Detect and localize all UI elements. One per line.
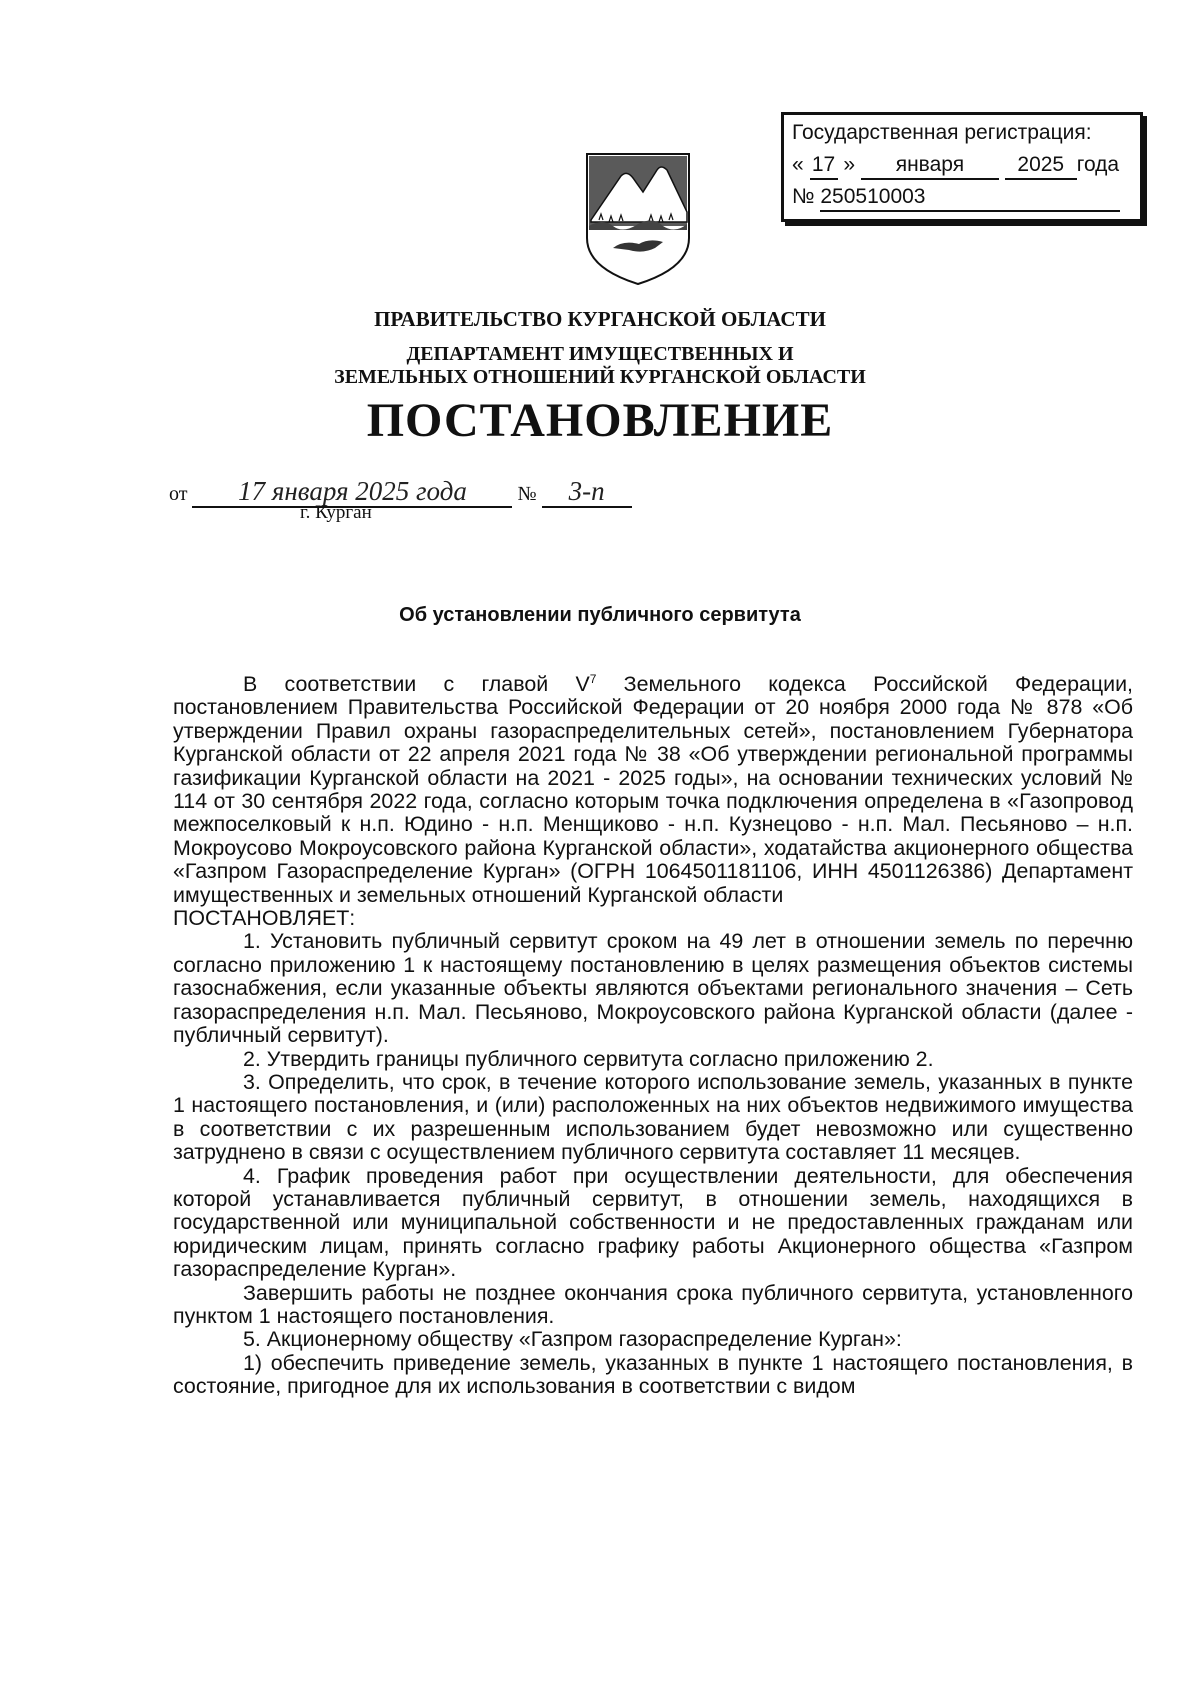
registration-open-quote: «	[792, 153, 804, 176]
date-from-label: от	[169, 483, 188, 505]
department-title-line2: ЗЕМЕЛЬНЫХ ОТНОШЕНИЙ КУРГАНСКОЙ ОБЛАСТИ	[334, 366, 866, 388]
document-type-title: ПОСТАНОВЛЕНИЕ	[366, 394, 834, 447]
registration-day: 17	[810, 152, 838, 180]
handwritten-date: 17 января 2025 года	[192, 476, 512, 508]
paragraph-5: 5. Акционерному обществу «Газпром газораспределение Курган»:	[243, 1327, 902, 1352]
intro-paragraph	[173, 673, 1133, 907]
registration-number-label: №	[792, 185, 815, 208]
coat-of-arms-emblem	[583, 150, 693, 286]
registration-year: 2025	[1005, 152, 1077, 180]
registration-title: Государственная регистрация:	[792, 121, 1092, 144]
registration-stamp	[781, 112, 1143, 222]
document-subject: Об установлении публичного сервитута	[399, 604, 801, 626]
handwritten-number: 3-п	[542, 476, 632, 508]
registration-date	[792, 149, 1119, 181]
paragraph-5-1: 1) обеспечить приведение земель, указанных в пункте 1 настоящего постановления, в состояние, пригодное для их использования в соответствии с видом	[173, 1350, 1133, 1399]
paragraph-4b: Завершить работы не позднее окончания срока публичного сервитута, установленного пунктом 1 настоящего постановления.	[173, 1280, 1133, 1328]
paragraph-2: 2. Утвердить границы публичного сервитута согласно приложению 2.	[243, 1046, 934, 1071]
document-number-label: №	[517, 483, 537, 505]
intro-text-b: Земельного кодекса Российской Федерации, постановлением Правительства Российской Федерации от 20 ноября 2000 года № 878 «Об утверждении Правил охраны газораспределительных сетей», постановлением Губернатора Курганской области от 22 апреля 2021 года № 38 «Об утверждении региональной программы газификации Курганской области на 2021 - 2025 годы», на основании технических условий № 114 от 30 сентября 2022 года, согласно которым точка подключения определена в «Газопровод межпоселковый к н.п. Юдино - н.п. Менщиково - н.п. Кузнецово - н.п. Мал. Песьяново – н.п. Мокроусово Мокроусовского района Курганской области», ходатайства акционерного общества «Газпром Газораспределение Курган» (ОГРН 1064501181106, ИНН 4501126386) Департамент имущественных и земельных отношений Курганской области	[173, 672, 1133, 907]
intro-text-a: В соответствии с главой V	[243, 672, 590, 696]
department-title-line1: ДЕПАРТАМЕНТ ИМУЩЕСТВЕННЫХ И	[406, 343, 794, 365]
paragraph-1: 1. Установить публичный сервитут сроком на 49 лет в отношении земель по перечню согласно приложению 1 к настоящему постановлению в целях размещения объектов системы газоснабжения, если указанные объекты являются объектами регионального значения – Сеть газораспределения н.п. Мал. Песьяново, Мокроусовского района Курганской области (далее - публичный сервитут).	[173, 929, 1133, 1048]
intro-superscript: 7	[589, 671, 597, 686]
city-label: г. Курган	[300, 502, 372, 523]
registration-month: января	[861, 152, 999, 180]
registration-number-row	[792, 181, 1120, 213]
resolves-label: ПОСТАНОВЛЯЕТ:	[173, 906, 356, 931]
date-number-line	[169, 476, 632, 508]
document-body	[173, 673, 1133, 1399]
registration-year-suffix: года	[1076, 153, 1120, 176]
registration-close-quote: »	[843, 153, 856, 176]
paragraph-3: 3. Определить, что срок, в течение которого использование земель, указанных в пункте 1 настоящего постановления, и (или) расположенных на них объектов недвижимого имущества в соответствии с их разрешенным использованием будет невозможно или существенно затруднено в связи с осуществлением публичного сервитута составляет 11 месяцев.	[173, 1069, 1133, 1165]
paragraph-4: 4. График проведения работ при осуществлении деятельности, для обеспечения которой устанавливается публичный сервитут, в отношении земель, находящихся в государственной или муниципальной собственности и не предоставленных гражданам или юридическим лицам, принять согласно графику работы Акционерного общества «Газпром газораспределение Курган».	[173, 1163, 1133, 1282]
registration-number: 250510003	[820, 184, 1120, 212]
government-title: ПРАВИТЕЛЬСТВО КУРГАНСКОЙ ОБЛАСТИ	[374, 307, 826, 331]
